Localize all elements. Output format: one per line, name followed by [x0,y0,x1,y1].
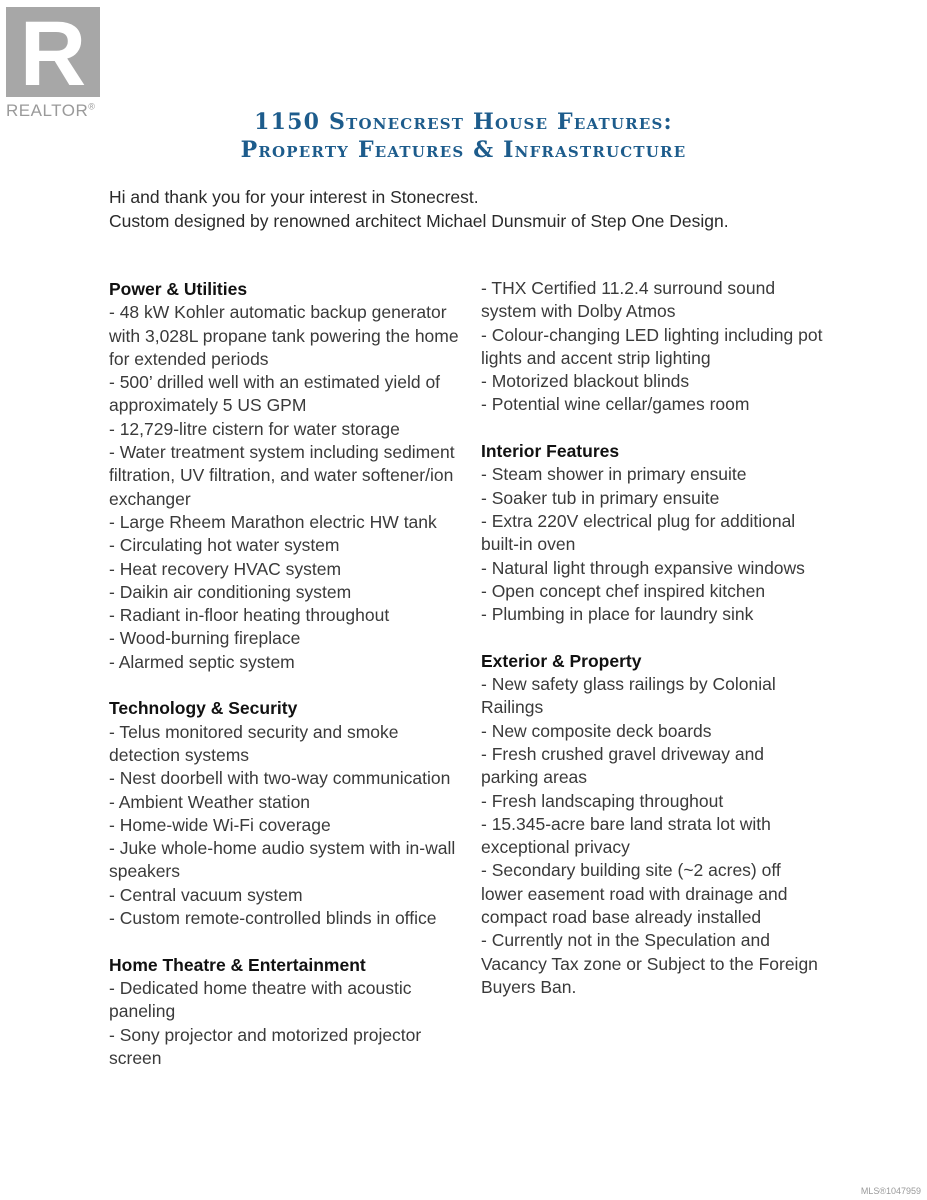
feature-item: - Open concept chef inspired kitchen [481,580,766,601]
feature-item: - Radiant in-floor heating throughout [109,605,390,626]
feature-item: - 48 kW Kohler automatic backup generator with 3,028L propane tank powering the home for extended periods [109,302,459,369]
intro-line-1: Hi and thank you for your interest in Stonecrest. [109,187,479,207]
feature-item: - Steam shower in primary ensuite [481,464,747,485]
feature-item: - Wood-burning fireplace [109,628,301,649]
home-theatre-continued [481,277,826,417]
feature-item: - Home-wide Wi-Fi coverage [109,814,331,835]
feature-item: - Secondary building site (~2 acres) off lower easement road with drainage and compact road base already installed [481,860,788,928]
feature-item: - Dedicated home theatre with acoustic paneling [109,977,412,1022]
feature-item: - Motorized blackout blinds [481,371,690,392]
feature-item: - Plumbing in place for laundry sink [481,604,754,625]
section-technology-and-security [109,697,459,930]
feature-item: - 15.345-acre bare land strata lot with exceptional privacy [481,813,771,858]
feature-item: - Colour-changing LED lighting including pot lights and accent strip lighting [481,324,823,368]
feature-item: - Water treatment system including sediment filtration, UV filtration, and water softener/ion exchanger [109,442,455,509]
feature-item: - Nest doorbell with two-way communication [109,768,451,789]
section-heading: Technology & Security [109,698,298,719]
registered-mark: ® [88,101,96,112]
right-sections [481,440,826,999]
section-heading: Interior Features [481,441,620,462]
feature-item: - New composite deck boards [481,720,712,741]
feature-item: - Custom remote-controlled blinds in office [109,908,437,929]
feature-item: - Juke whole-home audio system with in-wall speakers [109,838,456,882]
feature-item: - Large Rheem Marathon electric HW tank [109,511,437,532]
page-title-line-1: 1150 Stonecrest House Features: [254,109,673,135]
section-exterior-and-property [481,650,826,999]
feature-item: - Daikin air conditioning system [109,581,352,602]
section-heading: Exterior & Property [481,650,642,671]
section-interior-features [481,440,826,626]
realtor-logo-letter: R [19,3,87,105]
page-title [0,108,927,164]
section-heading: Home Theatre & Entertainment [109,954,366,975]
feature-item: - Heat recovery HVAC system [109,558,342,579]
feature-item: - Sony projector and motorized projector screen [109,1024,422,1068]
right-column [481,277,826,1023]
section-heading: Power & Utilities [109,279,248,299]
feature-item: - 12,729-litre cistern for water storage [109,418,400,439]
feature-item: - Fresh landscaping throughout [481,790,724,811]
feature-item: - Currently not in the Speculation and Vacancy Tax zone or Subject to the Foreign Buyers Ban. [481,930,818,997]
realtor-logo-mark [6,3,100,105]
intro-line-2: Custom designed by renowned architect Michael Dunsmuir of Step One Design. [109,210,729,231]
feature-item: - 500’ drilled well with an estimated yield of approximately 5 US GPM [109,372,441,416]
feature-item: - Natural light through expansive windows [481,557,805,578]
page-title-line-2: Property Features & Infrastructure [240,137,687,163]
feature-item: - Central vacuum system [109,884,303,905]
feature-item: - Telus monitored security and smoke detection systems [109,721,399,765]
feature-item: - Potential wine cellar/games room [481,394,750,415]
feature-item: - Alarmed septic system [109,651,295,672]
feature-item: - Fresh crushed gravel driveway and parking areas [481,743,765,788]
feature-item: - Soaker tub in primary ensuite [481,487,720,508]
section-home-theatre-and-entertainment [109,954,459,1070]
feature-item: - Circulating hot water system [109,535,340,556]
feature-item: - Extra 220V electrical plug for additional built-in oven [481,510,796,555]
feature-item: - Ambient Weather station [109,791,311,812]
realtor-logo-word: REALTOR [6,101,89,120]
mls-number: MLS®1047959 [860,1186,921,1196]
feature-item: - THX Certified 11.2.4 surround sound system with Dolby Atmos [481,278,776,322]
intro-text [109,186,869,233]
left-column [109,278,459,1093]
section-power-and-utilities [109,278,459,674]
realtor-logo [6,3,102,121]
feature-item: - New safety glass railings by Colonial Railings [481,674,776,718]
